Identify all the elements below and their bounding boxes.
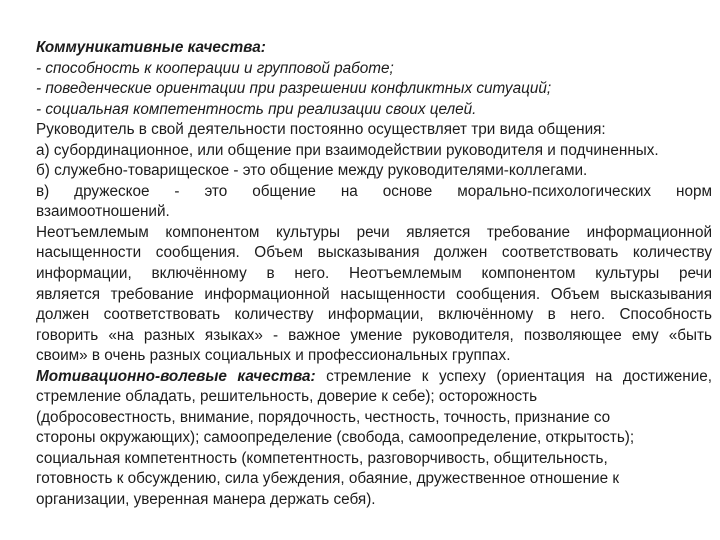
text-line [36,161,712,182]
line-text: стремление к успеху (ориентация на достижение, [315,367,712,385]
line-text: Руководитель в свой деятельности постоянно осуществляет три вида общения: [36,121,606,139]
line-text: а) субординационное, или общение при взаимодействии руководителя и подчиненных. [36,141,659,159]
text-line [36,100,712,121]
document-text-block [36,38,712,511]
line-text: насыщенности сообщения. Объем высказывания должен соответствовать количеству [36,244,712,262]
text-line [36,449,712,470]
text-line [36,408,712,429]
text-line [36,120,712,141]
text-line [36,428,712,449]
text-line [36,202,712,223]
text-line [36,326,712,347]
line-text: готовность к обсуждению, сила убеждения, обаяние, дружественное отношение к [36,470,620,488]
text-line [36,387,712,408]
line-text: б) служебно-товарищеское - это общение между руководителями-коллегами. [36,162,588,180]
text-line [36,367,712,388]
text-line [36,141,712,162]
text-line [36,182,712,203]
text-line [36,223,712,244]
section-heading: Мотивационно-волевые качества: [36,367,316,385]
section-heading: Коммуникативные качества: [36,39,266,56]
line-text: организации, уверенная манера держать себя). [36,491,376,509]
text-line [36,79,712,100]
list-item-text: - социальная компетентность при реализации своих целей. [36,100,477,118]
list-item-text: - способность к кооперации и групповой работе; [36,59,394,77]
text-line [36,346,712,367]
text-line [36,59,712,80]
text-line [36,38,712,59]
line-text: говорить «на разных языках» - важное умение руководителя, позволяющее ему «быть [36,326,712,344]
text-line [36,285,712,306]
text-line [36,305,712,326]
line-text: (добросовестность, внимание, порядочность, честность, точность, признание со [36,408,611,426]
line-text: является требование информационной насыщенности сообщения. Объем высказывания [36,285,712,303]
text-line [36,490,712,511]
list-item-text: - поведенческие ориентации при разрешении конфликтных ситуаций; [36,80,552,98]
line-text: Неотъемлемым компонентом культуры речи является требование информационной [36,223,712,241]
text-line [36,243,712,264]
text-line [36,469,712,490]
line-text: стороны окружающих); самоопределение (свобода, самоопределение, открытость); [36,429,635,447]
line-text: взаимоотношений. [36,203,170,221]
line-text: социальная компетентность (компетентность, разговорчивость, общительность, [36,449,608,467]
line-text: информации, включённому в него. Неотъемлемым компонентом культуры речи [36,265,712,283]
line-text: должен соответствовать количеству информации, включённому в него. Способность [36,306,712,324]
text-line [36,264,712,285]
line-text: своим» в очень разных социальных и профессиональных группах. [36,347,511,365]
line-text: в) дружеское - это общение на основе морально-психологических норм [36,182,712,200]
line-text: стремление обладать, решительность, доверие к себе); осторожность [36,388,538,406]
